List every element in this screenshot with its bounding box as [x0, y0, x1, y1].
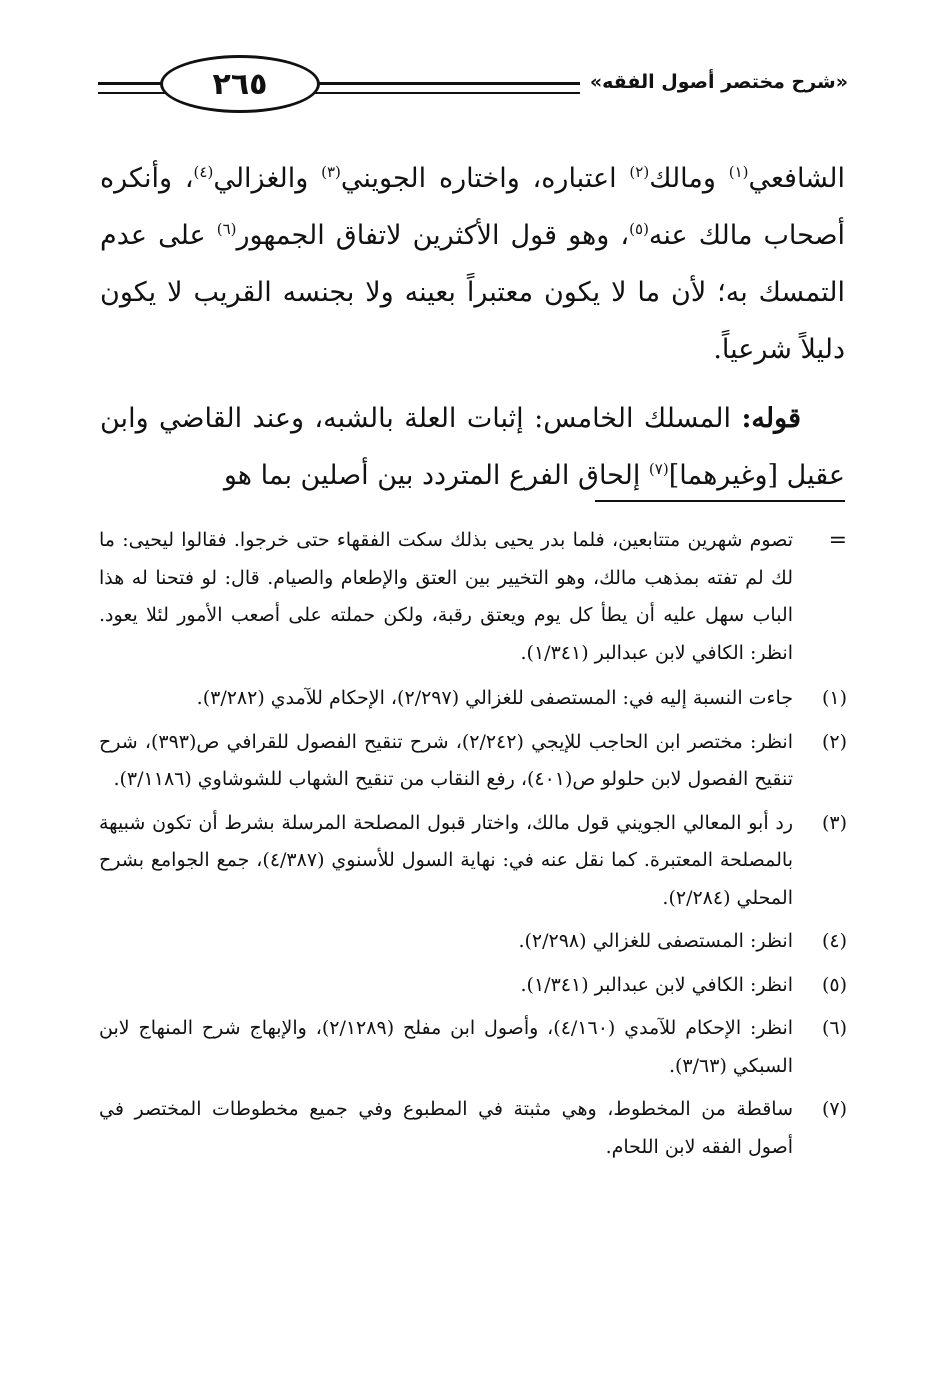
text-run: إلحاق الفرع المتردد بين أصلين بما هو: [223, 460, 649, 491]
lead-word: قوله:: [741, 403, 801, 434]
text-run: ، وهو قول الأكثرين لاتفاق الجمهور: [236, 220, 630, 251]
footnote-separator: [595, 500, 845, 502]
footnote-ref: (٦): [216, 220, 237, 238]
footnote-ref: (٣): [321, 163, 341, 181]
page-number: ٢٦٥: [160, 55, 320, 113]
footnote-text: تصوم شهرين متتابعين، فلما بدر يحيى بذلك سكت الفقهاء حتى خرجوا. فقالوا ليحيى: ما لك لم تفته بمذهب مالك، وهو التخيير بين العتق والإطعام والصيام. قال: لو فتحنا له هذا الباب سهل عليه أن يطأ كل يوم ويعتق رقبة، ولكن حملته على أصعب الأمور لئلا يعود. انظر: الكافي لابن عبدالبر (١/٣٤١).: [99, 529, 793, 664]
footnote: [99, 967, 847, 1005]
footnote: [99, 724, 847, 799]
paragraph: [100, 390, 845, 504]
text-run: والغزالي: [213, 163, 322, 194]
footnote-text: انظر: المستصفى للغزالي (٢/٢٩٨).: [518, 930, 793, 952]
footnote-text: جاءت النسبة إليه في: المستصفى للغزالي (٢/٢٩٧)، الإحكام للآمدي (٣/٢٨٢).: [196, 687, 793, 709]
text-run: على عدم التمسك به؛ لأن ما لا يكون معتبراً بعينه ولا بجنسه القريب لا يكون دليلاً شرعياً.: [100, 220, 845, 365]
running-title: «شرح مختصر أصول الفقه»: [580, 65, 848, 99]
footnote-ref: (٤): [193, 163, 214, 181]
footnote-number: (٣): [821, 811, 847, 834]
continuation-marker: =: [828, 528, 847, 553]
footnote-text: انظر: الكافي لابن عبدالبر (١/٣٤١).: [520, 973, 793, 996]
text-run: ، وأنكره أصحاب مالك عنه: [100, 163, 845, 251]
footnote: [99, 1091, 847, 1166]
paragraph: [100, 150, 845, 378]
text-run: الشافعي: [748, 163, 845, 194]
main-text: [100, 150, 845, 504]
footnote-text: ساقطة من المخطوط، وهي مثبتة في المطبوع وفي جميع مخطوطات المختصر في أصول الفقه لابن اللحام.: [99, 1098, 793, 1158]
footnote-ref: (٧): [648, 460, 669, 478]
text-run: اعتباره، واختاره الجويني: [340, 163, 630, 194]
footnote-number: (١): [821, 687, 847, 709]
footnote: [99, 923, 847, 961]
page-header: [98, 55, 848, 115]
footnote-text: رد أبو المعالي الجويني قول مالك، واختار قبول المصلحة المرسلة بشرط أن تكون شبيهة بالمصلحة المعتبرة. كما نقل عنه في: نهاية السول للأسنوي (٤/٣٨٧)، جمع الجوامع بشرح المحلي (٢/٢٨٤).: [99, 811, 793, 909]
footnote-continuation: [99, 522, 847, 672]
text-run: المسلك الخامس: إثبات العلة بالشبه، وعند القاضي وابن عقيل [وغيرهما]: [100, 403, 845, 491]
footnote-number: (٦): [821, 1017, 847, 1039]
footnote-number: (٧): [821, 1098, 847, 1120]
footnote: [99, 680, 847, 718]
footnote-ref: (١): [728, 163, 749, 181]
footnote-number: (٥): [821, 973, 847, 996]
footnote-text: انظر: مختصر ابن الحاجب للإيجي (٢/٢٤٢)، شرح تنقيح الفصول للقرافي ص(٣٩٣)، شرح تنقيح الفصول لابن حلولو ص(٤٠١)، رفع النقاب من تنقيح الشهاب للشوشاوي (٣/١١٨٦).: [99, 730, 793, 790]
text-run: ومالك: [649, 163, 729, 194]
footnote-number: (٢): [821, 730, 847, 753]
footnote-ref: (٥): [629, 220, 649, 238]
footnote-text: انظر: الإحكام للآمدي (٤/١٦٠)، وأصول ابن مفلح (٢/١٢٨٩)، والإبهاج شرح المنهاج لابن السبكي (٣/٦٣).: [99, 1017, 794, 1077]
footnotes: [99, 522, 847, 1172]
footnote-number: (٤): [821, 930, 847, 952]
footnote-ref: (٢): [629, 163, 650, 181]
footnote: [99, 1010, 847, 1085]
footnote: [99, 805, 847, 918]
